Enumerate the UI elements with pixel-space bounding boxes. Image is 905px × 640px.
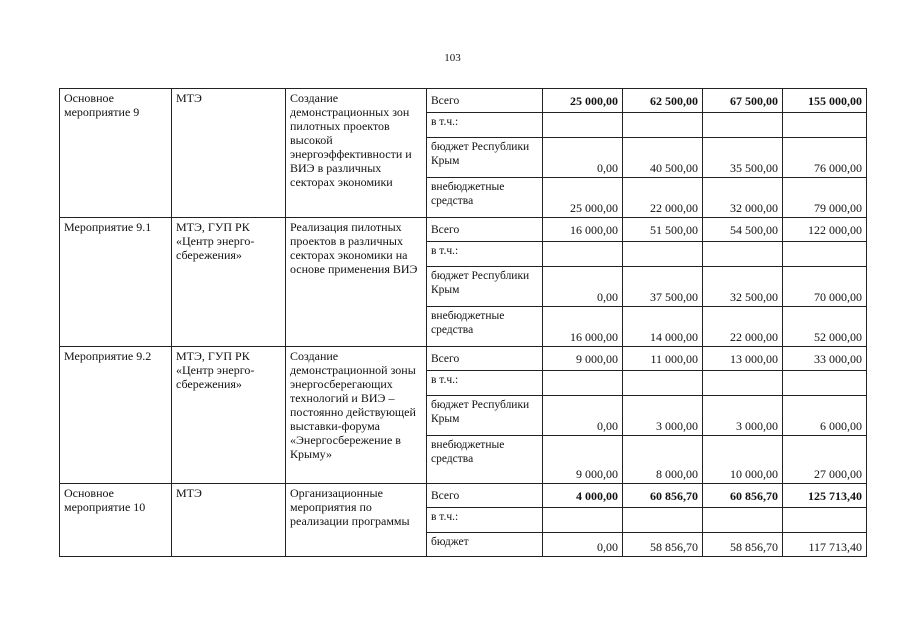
- description-cell: Создание демонстрационных зон пилотных проектов высокой энергоэффективности и ВИЭ в различных секторах экономики: [286, 89, 427, 218]
- amount-cell: 60 856,70: [623, 484, 703, 508]
- amount-cell: [703, 508, 783, 533]
- amount-cell: 6 000,00: [783, 396, 867, 436]
- amount-cell: 33 000,00: [783, 347, 867, 371]
- amount-cell: [543, 371, 623, 396]
- amount-cell: 11 000,00: [623, 347, 703, 371]
- activity-name-cell: Мероприятие 9.1: [60, 218, 172, 347]
- activity-name-cell: Основное мероприятие 9: [60, 89, 172, 218]
- amount-cell: 4 000,00: [543, 484, 623, 508]
- amount-cell: 58 856,70: [703, 533, 783, 557]
- amount-cell: 76 000,00: [783, 138, 867, 178]
- amount-cell: 0,00: [543, 396, 623, 436]
- executor-cell: МТЭ, ГУП РК «Центр энерго-сбережения»: [172, 218, 286, 347]
- amount-cell: [703, 371, 783, 396]
- funding-source-cell: Всего: [427, 218, 543, 242]
- table-row: [60, 218, 867, 242]
- amount-cell: 16 000,00: [543, 307, 623, 347]
- funding-source-cell: внебюджетные средства: [427, 178, 543, 218]
- activity-name-cell: Основное мероприятие 10: [60, 484, 172, 557]
- amount-cell: 22 000,00: [623, 178, 703, 218]
- funding-source-cell: бюджет: [427, 533, 543, 557]
- executor-cell: МТЭ, ГУП РК «Центр энерго-сбережения»: [172, 347, 286, 484]
- funding-source-cell: бюджет Республики Крым: [427, 396, 543, 436]
- amount-cell: 37 500,00: [623, 267, 703, 307]
- amount-cell: 62 500,00: [623, 89, 703, 113]
- amount-cell: 14 000,00: [623, 307, 703, 347]
- funding-source-cell: в т.ч.:: [427, 113, 543, 138]
- amount-cell: [623, 508, 703, 533]
- amount-cell: 0,00: [543, 533, 623, 557]
- amount-cell: [783, 113, 867, 138]
- amount-cell: 58 856,70: [623, 533, 703, 557]
- table-row: [60, 484, 867, 508]
- amount-cell: 22 000,00: [703, 307, 783, 347]
- funding-source-cell: в т.ч.:: [427, 242, 543, 267]
- funding-source-cell: внебюджетные средства: [427, 307, 543, 347]
- executor-cell: МТЭ: [172, 89, 286, 218]
- amount-cell: 25 000,00: [543, 178, 623, 218]
- amount-cell: [623, 242, 703, 267]
- amount-cell: 79 000,00: [783, 178, 867, 218]
- amount-cell: 155 000,00: [783, 89, 867, 113]
- description-cell: Реализация пилотных проектов в различных секторах экономики на основе применения ВИЭ: [286, 218, 427, 347]
- amount-cell: [543, 508, 623, 533]
- amount-cell: 13 000,00: [703, 347, 783, 371]
- funding-source-cell: Всего: [427, 347, 543, 371]
- funding-source-cell: Всего: [427, 484, 543, 508]
- executor-cell: МТЭ: [172, 484, 286, 557]
- amount-cell: 9 000,00: [543, 347, 623, 371]
- amount-cell: 16 000,00: [543, 218, 623, 242]
- amount-cell: 32 500,00: [703, 267, 783, 307]
- amount-cell: 0,00: [543, 267, 623, 307]
- amount-cell: [703, 242, 783, 267]
- amount-cell: [783, 508, 867, 533]
- amount-cell: 40 500,00: [623, 138, 703, 178]
- amount-cell: [703, 113, 783, 138]
- amount-cell: 3 000,00: [703, 396, 783, 436]
- amount-cell: 8 000,00: [623, 436, 703, 484]
- amount-cell: [543, 242, 623, 267]
- amount-cell: 70 000,00: [783, 267, 867, 307]
- amount-cell: [623, 371, 703, 396]
- amount-cell: 0,00: [543, 138, 623, 178]
- funding-source-cell: в т.ч.:: [427, 371, 543, 396]
- amount-cell: 125 713,40: [783, 484, 867, 508]
- funding-source-cell: бюджет Республики Крым: [427, 267, 543, 307]
- table-body: [60, 89, 867, 557]
- amount-cell: [783, 371, 867, 396]
- description-cell: Организационные мероприятия по реализации программы: [286, 484, 427, 557]
- amount-cell: 10 000,00: [703, 436, 783, 484]
- amount-cell: 9 000,00: [543, 436, 623, 484]
- activity-name-cell: Мероприятие 9.2: [60, 347, 172, 484]
- amount-cell: 3 000,00: [623, 396, 703, 436]
- program-financing-table: [59, 88, 867, 557]
- amount-cell: 122 000,00: [783, 218, 867, 242]
- description-cell: Создание демонстрационной зоны энергосберегающих технологий и ВИЭ – постоянно действующей выставки-форума «Энергосбережение в Крыму»: [286, 347, 427, 484]
- amount-cell: 35 500,00: [703, 138, 783, 178]
- funding-source-cell: бюджет Республики Крым: [427, 138, 543, 178]
- table-row: [60, 89, 867, 113]
- amount-cell: 54 500,00: [703, 218, 783, 242]
- funding-source-cell: внебюджетные средства: [427, 436, 543, 484]
- funding-source-cell: Всего: [427, 89, 543, 113]
- amount-cell: 51 500,00: [623, 218, 703, 242]
- funding-source-cell: в т.ч.:: [427, 508, 543, 533]
- amount-cell: 27 000,00: [783, 436, 867, 484]
- amount-cell: [783, 242, 867, 267]
- page-number: 103: [444, 52, 461, 64]
- amount-cell: 32 000,00: [703, 178, 783, 218]
- amount-cell: 52 000,00: [783, 307, 867, 347]
- amount-cell: 25 000,00: [543, 89, 623, 113]
- table-row: [60, 347, 867, 371]
- amount-cell: 60 856,70: [703, 484, 783, 508]
- amount-cell: [623, 113, 703, 138]
- amount-cell: 67 500,00: [703, 89, 783, 113]
- amount-cell: [543, 113, 623, 138]
- amount-cell: 117 713,40: [783, 533, 867, 557]
